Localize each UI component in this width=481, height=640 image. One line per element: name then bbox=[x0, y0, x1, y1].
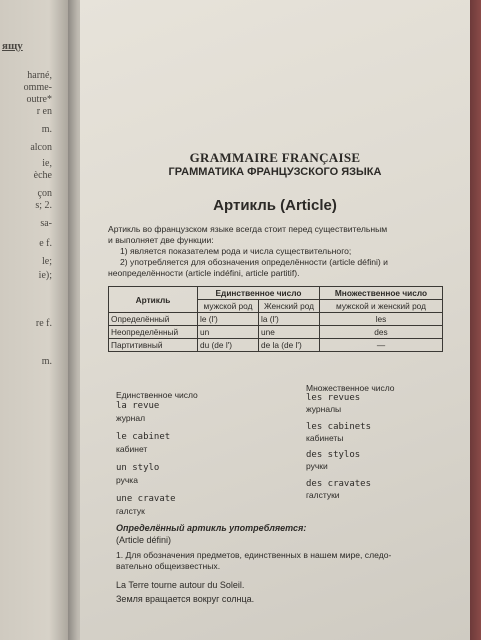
table-cell-name: Определённый bbox=[109, 313, 198, 326]
left-page-line: harné, bbox=[27, 70, 52, 81]
example-french: La Terre tourne autour du Soleil. bbox=[116, 580, 245, 590]
table-row bbox=[109, 313, 443, 326]
left-page-line: omme- bbox=[23, 82, 52, 93]
vocab-singular-ru: ручка bbox=[116, 475, 138, 485]
vocab-singular-fr: le cabinet bbox=[116, 432, 171, 442]
vocab-singular-ru: галстук bbox=[116, 506, 145, 516]
left-page-line: s; 2. bbox=[35, 200, 52, 211]
table-cell-name: Неопределённый bbox=[109, 326, 198, 339]
vocab-plural-header: Множественное число bbox=[306, 383, 395, 393]
vocab-singular-fr: un stylo bbox=[116, 463, 160, 473]
intro-line: и выполняет две функции: bbox=[108, 235, 214, 245]
usage-title: Определённый артикль употребляется: bbox=[116, 523, 307, 533]
article-table bbox=[108, 286, 443, 352]
table-cell-name: Партитивный bbox=[109, 339, 198, 352]
book-cover-edge bbox=[470, 0, 481, 640]
rule-line: 1. Для обозначения предметов, единственных в нашем мире, следо- bbox=[116, 550, 392, 560]
vocab-singular-ru: кабинет bbox=[116, 444, 148, 454]
vocab-singular-ru: журнал bbox=[116, 413, 146, 423]
left-page-line: çon bbox=[37, 188, 52, 199]
vocab-plural-fr: les revues bbox=[306, 393, 361, 403]
table-header-singular: Единственное число bbox=[198, 287, 320, 300]
table-subheader-fem: Женский род bbox=[259, 300, 320, 313]
book-page bbox=[80, 0, 470, 640]
left-page-line: ie, bbox=[42, 158, 52, 169]
intro-line: неопределённости (article indéfini, article partitif). bbox=[108, 268, 300, 278]
example-russian: Земля вращается вокруг солнца. bbox=[116, 594, 255, 604]
usage-subtitle: (Article défini) bbox=[116, 535, 172, 545]
table-subheader-masc: мужской род bbox=[198, 300, 259, 313]
left-page-line: e f. bbox=[39, 238, 52, 249]
vocab-plural-fr: des stylos bbox=[306, 450, 361, 460]
table-cell-masc: un bbox=[198, 326, 259, 339]
vocab-plural-fr: des cravates bbox=[306, 479, 372, 489]
section-title: Артикль (Article) bbox=[213, 197, 337, 214]
left-page-line: sa- bbox=[40, 218, 52, 229]
title-french: GRAMMAIRE FRANÇAISE bbox=[189, 150, 361, 165]
intro-item: 1) является показателем рода и числа существительного; bbox=[120, 246, 352, 256]
vocab-plural-ru: журналы bbox=[306, 404, 342, 414]
intro-paragraph bbox=[108, 224, 448, 279]
table-cell-plural: des bbox=[320, 326, 443, 339]
vocab-singular-fr: la revue bbox=[116, 401, 160, 411]
left-page-line: le; bbox=[42, 256, 52, 267]
table-row bbox=[109, 326, 443, 339]
page-content bbox=[80, 0, 470, 640]
vocab-plural-ru: галстуки bbox=[306, 490, 340, 500]
intro-line: Артикль во французском языке всегда стоит перед существительным bbox=[108, 224, 388, 234]
title-russian: ГРАММАТИКА ФРАНЦУЗСКОГО ЯЗЫКА bbox=[168, 166, 382, 178]
table-header-article: Артикль bbox=[109, 287, 198, 313]
left-page-line: outre* bbox=[26, 94, 52, 105]
table-cell-plural: les bbox=[320, 313, 443, 326]
left-page-line: èche bbox=[33, 170, 52, 181]
left-page-line: ie); bbox=[38, 270, 52, 281]
vocab-plural-ru: кабинеты bbox=[306, 433, 344, 443]
rule-paragraph bbox=[116, 550, 446, 572]
left-page-line: re f. bbox=[35, 318, 52, 329]
vocab-singular-fr: une cravate bbox=[116, 494, 176, 504]
previous-page-fragment bbox=[0, 0, 70, 640]
vocab-plural-ru: ручки bbox=[306, 461, 328, 471]
table-cell-fem: de la (de l') bbox=[259, 339, 320, 352]
vocab-plural-fr: les cabinets bbox=[306, 422, 372, 432]
table-cell-masc: du (de l') bbox=[198, 339, 259, 352]
left-page-line: m. bbox=[41, 356, 52, 367]
left-page-line: r en bbox=[36, 106, 52, 117]
rule-line: вательно общеизвестных. bbox=[116, 561, 221, 571]
table-header-row bbox=[109, 287, 443, 300]
left-page-line: alcon bbox=[30, 142, 52, 153]
table-cell-fem: une bbox=[259, 326, 320, 339]
table-row bbox=[109, 339, 443, 352]
vocab-singular-header: Единственное число bbox=[116, 390, 198, 400]
table-header-plural: Множественное число bbox=[320, 287, 443, 300]
intro-item: 2) употребляется для обозначения определённости (article défini) и bbox=[120, 257, 388, 267]
left-page-heading: ящу bbox=[2, 40, 23, 52]
table-cell-plural: — bbox=[320, 339, 443, 352]
left-page-line: m. bbox=[41, 124, 52, 135]
table-subheader-plural: мужской и женский род bbox=[320, 300, 443, 313]
table-cell-masc: le (l') bbox=[198, 313, 259, 326]
table-cell-fem: la (l') bbox=[259, 313, 320, 326]
